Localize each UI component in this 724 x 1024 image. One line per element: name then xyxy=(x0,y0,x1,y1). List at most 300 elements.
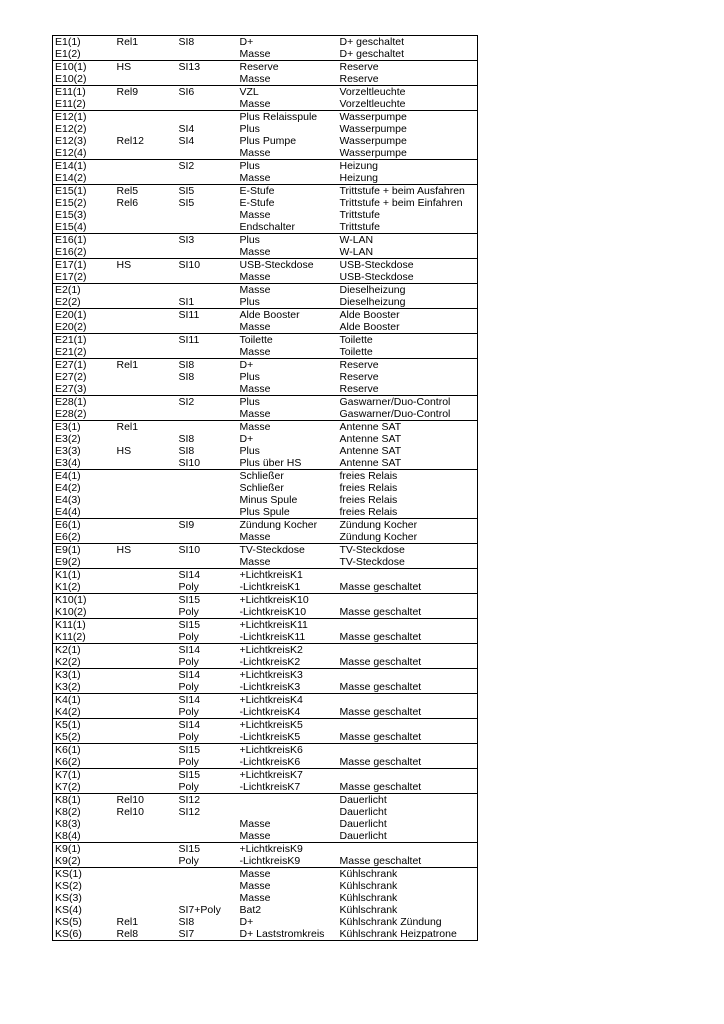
fuse-cell: Poly xyxy=(178,706,199,718)
table-row xyxy=(53,408,478,421)
table-row xyxy=(53,160,478,173)
relay-cell xyxy=(115,433,177,445)
function-cell: Antenne SAT xyxy=(338,421,478,434)
connector-cell: E3(1) xyxy=(53,421,115,434)
relay-cell xyxy=(115,296,177,309)
fuse-cell xyxy=(177,172,238,185)
function-cell: freies Relais xyxy=(338,470,478,483)
fuse-cell: Poly xyxy=(178,781,199,793)
fuse-cell: SI14 xyxy=(177,694,238,707)
fuse-cell: Poly xyxy=(178,681,199,693)
connector-cell: E14(2) xyxy=(55,172,87,184)
signal-cell: D+ xyxy=(239,433,254,445)
table-row xyxy=(53,656,478,669)
function-cell: Reserve xyxy=(338,359,478,372)
signal-cell: -LichtkreisK1 xyxy=(239,581,301,593)
function-cell: Kühlschrank Zündung xyxy=(339,916,442,928)
fuse-cell: SI11 xyxy=(177,334,238,347)
relay-cell xyxy=(115,830,177,843)
relay-cell xyxy=(115,408,177,421)
table-row xyxy=(53,371,478,383)
relay-cell: Rel8 xyxy=(116,928,139,940)
function-cell: freies Relais xyxy=(339,494,398,506)
connector-cell: E4(4) xyxy=(55,506,81,518)
relay-cell xyxy=(115,756,177,769)
fuse-cell: SI14 xyxy=(177,669,238,682)
signal-cell: -LichtkreisK2 xyxy=(239,656,301,668)
function-cell: Zündung Kocher xyxy=(338,519,478,532)
connector-cell: KS(1) xyxy=(53,868,115,881)
signal-cell: Plus xyxy=(239,445,260,457)
connector-cell: K7(1) xyxy=(53,769,115,782)
signal-cell: Plus Spule xyxy=(239,506,290,518)
signal-cell: -LichtkreisK5 xyxy=(239,731,301,743)
table-row xyxy=(53,880,478,892)
connector-cell: E3(2) xyxy=(55,433,81,445)
fuse-cell xyxy=(177,383,238,396)
connector-cell: E10(2) xyxy=(55,73,87,85)
signal-cell: -LichtkreisK3 xyxy=(239,681,301,693)
fuse-cell xyxy=(177,209,238,221)
fuse-cell: SI2 xyxy=(177,160,238,173)
table-row xyxy=(53,916,478,928)
signal-cell: Masse xyxy=(239,818,271,830)
table-row xyxy=(53,606,478,619)
table-row xyxy=(53,111,478,124)
connector-cell: E10(1) xyxy=(53,61,115,74)
connector-cell: E9(1) xyxy=(53,544,115,557)
fuse-cell: SI1 xyxy=(178,296,195,308)
fuse-cell xyxy=(177,271,238,284)
function-cell: Reserve xyxy=(339,73,379,85)
relay-cell: Rel12 xyxy=(116,135,144,147)
relay-cell xyxy=(115,644,177,657)
function-cell xyxy=(338,744,478,757)
fuse-cell: SI5 xyxy=(177,185,238,198)
function-cell: Kühlschrank xyxy=(339,880,398,892)
relay-cell xyxy=(115,321,177,334)
function-cell xyxy=(338,644,478,657)
fuse-cell xyxy=(177,221,238,234)
table-row xyxy=(53,197,478,209)
table-row xyxy=(53,519,478,532)
function-cell: Gaswarner/Duo-Control xyxy=(338,396,478,409)
relay-cell xyxy=(115,744,177,757)
fuse-cell xyxy=(177,868,238,881)
signal-cell: Masse xyxy=(239,408,271,420)
signal-cell: Plus xyxy=(239,371,260,383)
connector-cell: E2(2) xyxy=(55,296,81,308)
function-cell: W-LAN xyxy=(338,234,478,247)
fuse-cell: SI13 xyxy=(177,61,238,74)
function-cell: Vorzeltleuchte xyxy=(338,86,478,99)
fuse-cell xyxy=(177,284,238,297)
table-row xyxy=(53,147,478,160)
function-cell: Masse geschaltet xyxy=(339,855,422,867)
function-cell: Heizung xyxy=(339,172,379,184)
table-row xyxy=(53,61,478,74)
connector-cell: K10(1) xyxy=(53,594,115,607)
signal-cell: +LichtkreisK1 xyxy=(238,569,338,582)
fuse-cell: SI8 xyxy=(177,359,238,372)
fuse-cell: Poly xyxy=(178,656,199,668)
signal-cell: VZL xyxy=(238,86,338,99)
fuse-cell: SI15 xyxy=(177,769,238,782)
function-cell: USB-Steckdose xyxy=(338,259,478,272)
signal-cell: +LichtkreisK10 xyxy=(238,594,338,607)
signal-cell: Masse xyxy=(239,73,271,85)
connector-cell: E6(2) xyxy=(55,531,81,543)
function-cell: TV-Steckdose xyxy=(338,544,478,557)
fuse-cell: SI8 xyxy=(178,371,195,383)
table-row xyxy=(53,581,478,594)
fuse-cell xyxy=(177,830,238,843)
relay-cell xyxy=(115,48,177,61)
signal-cell: Plus xyxy=(238,234,338,247)
table-row xyxy=(53,928,478,941)
function-cell: Masse geschaltet xyxy=(339,631,422,643)
connector-cell: E27(1) xyxy=(53,359,115,372)
connector-cell: E11(2) xyxy=(55,98,86,110)
signal-cell: Masse xyxy=(239,98,271,110)
table-row xyxy=(53,221,478,234)
connector-cell: K1(2) xyxy=(55,581,81,593)
connector-cell: E3(3) xyxy=(55,445,81,457)
table-row xyxy=(53,209,478,221)
table-row xyxy=(53,98,478,111)
connector-cell: KS(4) xyxy=(55,904,82,916)
relay-cell xyxy=(115,470,177,483)
function-cell: TV-Steckdose xyxy=(339,556,405,568)
connector-cell: E21(2) xyxy=(55,346,87,358)
fuse-cell: SI11 xyxy=(177,309,238,322)
connector-cell: K8(3) xyxy=(55,818,81,830)
relay-cell xyxy=(115,519,177,532)
function-cell: Masse geschaltet xyxy=(339,581,422,593)
connector-cell: K5(1) xyxy=(53,719,115,732)
fuse-cell: SI2 xyxy=(177,396,238,409)
table-row xyxy=(53,806,478,818)
table-row xyxy=(53,246,478,259)
fuse-cell xyxy=(177,98,238,111)
table-row xyxy=(53,694,478,707)
relay-cell xyxy=(115,569,177,582)
function-cell xyxy=(338,669,478,682)
signal-cell: -LichtkreisK7 xyxy=(239,781,301,793)
connector-cell: E6(1) xyxy=(53,519,115,532)
connector-cell: E15(4) xyxy=(55,221,87,233)
table-row xyxy=(53,781,478,794)
function-cell: Dauerlicht xyxy=(338,794,478,807)
function-cell xyxy=(338,694,478,707)
signal-cell: Masse xyxy=(239,880,271,892)
connector-cell: E20(1) xyxy=(53,309,115,322)
function-cell: Trittstufe xyxy=(339,209,380,221)
table-row xyxy=(53,644,478,657)
connector-cell: K8(4) xyxy=(55,830,81,842)
table-row xyxy=(53,731,478,744)
relay-cell: Rel1 xyxy=(116,36,139,48)
function-cell: Masse geschaltet xyxy=(339,781,422,793)
table-row xyxy=(53,706,478,719)
function-cell: Reserve xyxy=(339,371,379,383)
relay-cell xyxy=(115,769,177,782)
signal-cell: +LichtkreisK4 xyxy=(238,694,338,707)
fuse-cell xyxy=(177,147,238,160)
fuse-cell xyxy=(177,421,238,434)
table-row xyxy=(53,892,478,904)
signal-cell: Zündung Kocher xyxy=(238,519,338,532)
fuse-cell: SI10 xyxy=(177,544,238,557)
connector-cell: E27(3) xyxy=(55,383,87,395)
table-row xyxy=(53,321,478,334)
connector-cell: E16(1) xyxy=(53,234,115,247)
fuse-cell: SI12 xyxy=(178,806,201,818)
signal-cell: Plus xyxy=(239,296,260,308)
connector-cell: E16(2) xyxy=(55,246,87,258)
function-cell xyxy=(338,594,478,607)
fuse-cell: SI7 xyxy=(178,928,195,940)
table-row xyxy=(53,421,478,434)
connector-cell: E12(4) xyxy=(55,147,87,159)
fuse-cell: SI5 xyxy=(178,197,195,209)
table-row xyxy=(53,433,478,445)
relay-cell xyxy=(115,904,177,916)
table-row xyxy=(53,359,478,372)
table-body xyxy=(53,36,478,941)
signal-cell: Masse xyxy=(239,246,271,258)
table-row xyxy=(53,470,478,483)
signal-cell: E-Stufe xyxy=(238,185,338,198)
relay-cell xyxy=(115,482,177,494)
connector-cell: E4(1) xyxy=(53,470,115,483)
fuse-cell xyxy=(177,880,238,892)
function-cell: Trittstufe + beim Ausfahren xyxy=(338,185,478,198)
signal-cell: Bat2 xyxy=(239,904,262,916)
table-row xyxy=(53,396,478,409)
connector-cell: KS(3) xyxy=(55,892,82,904)
function-cell: Masse geschaltet xyxy=(339,656,422,668)
signal-cell: Endschalter xyxy=(239,221,295,233)
signal-cell: -LichtkreisK11 xyxy=(239,631,306,643)
signal-cell: E-Stufe xyxy=(239,197,275,209)
relay-cell xyxy=(115,160,177,173)
function-cell xyxy=(338,569,478,582)
connector-cell: K4(2) xyxy=(55,706,81,718)
signal-cell: Masse xyxy=(239,147,271,159)
signal-cell: D+ xyxy=(239,36,254,48)
connector-cell: E4(3) xyxy=(55,494,81,506)
table-row xyxy=(53,818,478,830)
function-cell: D+ geschaltet xyxy=(339,36,404,48)
relay-cell: Rel1 xyxy=(115,359,177,372)
signal-cell: Masse xyxy=(239,271,271,283)
connector-cell: KS(5) xyxy=(55,916,82,928)
table-row xyxy=(53,172,478,185)
signal-cell xyxy=(238,794,338,807)
connector-cell: E17(1) xyxy=(53,259,115,272)
signal-cell: +LichtkreisK3 xyxy=(238,669,338,682)
connector-cell: E17(2) xyxy=(55,271,87,283)
signal-cell: Plus Pumpe xyxy=(239,135,297,147)
signal-cell: Schließer xyxy=(238,470,338,483)
fuse-cell xyxy=(177,111,238,124)
fuse-cell xyxy=(177,346,238,359)
connector-cell: E28(1) xyxy=(53,396,115,409)
relay-cell: Rel10 xyxy=(115,794,177,807)
table-row xyxy=(53,681,478,694)
table-row xyxy=(53,445,478,457)
relay-cell xyxy=(115,147,177,160)
function-cell: Zündung Kocher xyxy=(339,531,418,543)
connector-cell: K3(1) xyxy=(53,669,115,682)
table-row xyxy=(53,271,478,284)
function-cell: Dieselheizung xyxy=(338,284,478,297)
signal-cell: +LichtkreisK6 xyxy=(238,744,338,757)
table-row xyxy=(53,843,478,856)
signal-cell: Masse xyxy=(239,830,271,842)
function-cell: Wasserpumpe xyxy=(339,135,407,147)
table-row xyxy=(53,619,478,632)
fuse-cell xyxy=(177,892,238,904)
relay-cell xyxy=(115,719,177,732)
signal-cell: Masse xyxy=(238,868,338,881)
wiring-table xyxy=(52,35,478,941)
relay-cell: Rel1 xyxy=(115,421,177,434)
connector-cell: K9(2) xyxy=(55,855,81,867)
relay-cell xyxy=(115,346,177,359)
connector-cell: K11(2) xyxy=(55,631,86,643)
fuse-cell xyxy=(177,321,238,334)
connector-cell: K5(2) xyxy=(55,731,81,743)
fuse-cell: SI12 xyxy=(177,794,238,807)
signal-cell: Plus Relaisspule xyxy=(238,111,338,124)
relay-cell xyxy=(115,271,177,284)
relay-cell xyxy=(115,656,177,669)
relay-cell xyxy=(115,843,177,856)
connector-cell: E11(1) xyxy=(53,86,115,99)
signal-cell: Reserve xyxy=(238,61,338,74)
connector-cell: E21(1) xyxy=(53,334,115,347)
connector-cell: K2(1) xyxy=(53,644,115,657)
fuse-cell: Poly xyxy=(178,855,199,867)
function-cell xyxy=(338,719,478,732)
function-cell: Masse geschaltet xyxy=(339,756,422,768)
relay-cell xyxy=(115,731,177,744)
fuse-cell: SI9 xyxy=(177,519,238,532)
connector-cell: K8(1) xyxy=(53,794,115,807)
relay-cell xyxy=(115,681,177,694)
function-cell: Masse geschaltet xyxy=(339,681,422,693)
relay-cell xyxy=(115,506,177,519)
fuse-cell xyxy=(177,48,238,61)
relay-cell xyxy=(115,234,177,247)
table-row xyxy=(53,594,478,607)
relay-cell xyxy=(115,123,177,135)
relay-cell xyxy=(115,246,177,259)
signal-cell: +LichtkreisK9 xyxy=(238,843,338,856)
table-row xyxy=(53,284,478,297)
relay-cell xyxy=(115,172,177,185)
function-cell: Masse geschaltet xyxy=(339,731,422,743)
relay-cell xyxy=(115,556,177,569)
function-cell: USB-Steckdose xyxy=(339,271,414,283)
relay-cell xyxy=(115,631,177,644)
connector-cell: E1(1) xyxy=(55,36,81,48)
signal-cell: Plus xyxy=(238,160,338,173)
connector-cell: E2(1) xyxy=(53,284,115,297)
relay-cell: HS xyxy=(115,544,177,557)
signal-cell: USB-Steckdose xyxy=(238,259,338,272)
function-cell: Dieselheizung xyxy=(339,296,406,308)
fuse-cell: SI3 xyxy=(177,234,238,247)
table-row xyxy=(53,904,478,916)
table-row xyxy=(53,383,478,396)
relay-cell xyxy=(115,383,177,396)
fuse-cell: Poly xyxy=(178,606,199,618)
signal-cell: TV-Steckdose xyxy=(238,544,338,557)
relay-cell xyxy=(115,494,177,506)
function-cell xyxy=(338,769,478,782)
fuse-cell xyxy=(177,470,238,483)
table-row xyxy=(53,185,478,198)
function-cell: Toilette xyxy=(338,334,478,347)
fuse-cell: SI4 xyxy=(178,135,195,147)
signal-cell: Masse xyxy=(238,421,338,434)
function-cell: Antenne SAT xyxy=(339,457,402,469)
relay-cell xyxy=(115,98,177,111)
relay-cell: Rel1 xyxy=(116,916,139,928)
connector-cell: E12(3) xyxy=(55,135,87,147)
connector-cell: K6(1) xyxy=(53,744,115,757)
relay-cell xyxy=(115,781,177,794)
function-cell: Reserve xyxy=(339,383,379,395)
table-row xyxy=(53,309,478,322)
function-cell: W-LAN xyxy=(339,246,374,258)
relay-cell xyxy=(115,457,177,470)
connector-cell: E15(2) xyxy=(55,197,87,209)
fuse-cell: SI6 xyxy=(177,86,238,99)
signal-cell: -LichtkreisK6 xyxy=(239,756,301,768)
connector-cell: E27(2) xyxy=(55,371,87,383)
fuse-cell: SI15 xyxy=(177,594,238,607)
relay-cell xyxy=(115,619,177,632)
signal-cell: Minus Spule xyxy=(239,494,298,506)
fuse-cell: Poly xyxy=(178,631,199,643)
connector-cell: K10(2) xyxy=(55,606,87,618)
connector-cell: K6(2) xyxy=(55,756,81,768)
fuse-cell: SI14 xyxy=(177,569,238,582)
function-cell: Alde Booster xyxy=(339,321,400,333)
fuse-cell xyxy=(177,482,238,494)
connector-cell: K7(2) xyxy=(55,781,81,793)
signal-cell: +LichtkreisK11 xyxy=(238,619,338,632)
signal-cell: Masse xyxy=(239,209,271,221)
table-row xyxy=(53,296,478,309)
connector-cell: KS(2) xyxy=(55,880,82,892)
relay-cell xyxy=(115,669,177,682)
table-row xyxy=(53,135,478,147)
connector-cell: E1(2) xyxy=(55,48,81,60)
fuse-cell: SI8 xyxy=(178,445,195,457)
function-cell: freies Relais xyxy=(339,482,398,494)
signal-cell: +LichtkreisK2 xyxy=(238,644,338,657)
relay-cell xyxy=(115,880,177,892)
fuse-cell xyxy=(177,246,238,259)
connector-cell: K2(2) xyxy=(55,656,81,668)
table-row xyxy=(53,719,478,732)
function-cell: D+ geschaltet xyxy=(339,48,404,60)
